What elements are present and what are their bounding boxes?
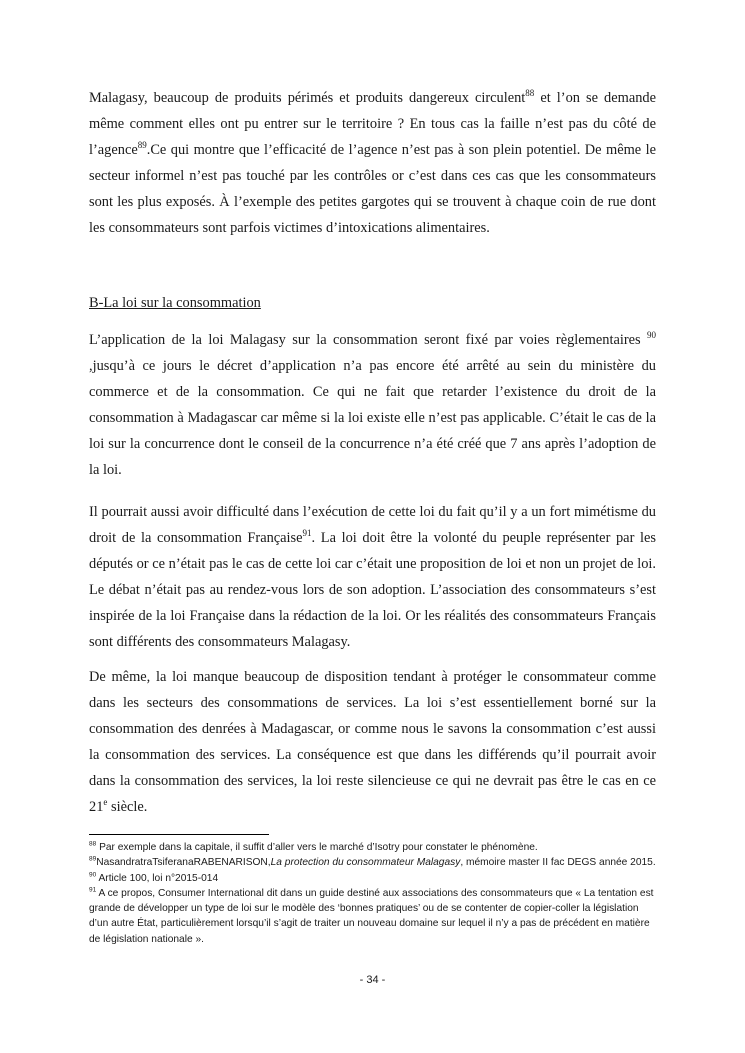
paragraph-services xyxy=(89,664,656,820)
text-run: ,jusqu’à ce jours le décret d’application n’a pas encore été arrêté au sein du ministère du commerce et de la consommation. Ce qui ne fait que retarder l’existence du droit de la consommation à Madagascar car même si la loi existe elle n’est pas applicable. C’était le cas de la loi sur la concurrence dont le conseil de la concurrence n’a été créé que 7 ans après l’adoption de la loi. xyxy=(89,358,656,478)
text-run: NasandratraTsiferanaRABENARISON, xyxy=(96,857,271,869)
footnote-separator xyxy=(89,834,269,835)
footnote-90 xyxy=(89,871,659,886)
text-run: Malagasy, beaucoup de produits périmés et produits dangereux circulent xyxy=(89,90,526,106)
text-run: et l’on se demande même comment elles ont pu entrer sur le territoire ? En tous cas la faille n’est pas du côté de l’agence xyxy=(89,90,656,158)
paragraph-mimetisme xyxy=(89,499,656,655)
page-number: - 34 - xyxy=(359,974,386,986)
text-run: Il pourrait aussi avoir difficulté dans l’exécution de cette loi du fait qu’il y a un fort mimétisme du droit de la consommation Française xyxy=(89,504,656,546)
footnotes xyxy=(89,840,659,947)
footnote-91 xyxy=(89,886,659,947)
footnote-reference: 91 xyxy=(302,528,312,539)
text-run: . La loi doit être la volonté du peuple représenter par les députés or ce n’était pas le cas de cette loi car c’était une proposition de loi et non un projet de loi. Le débat n’était pas au rendez-vous lors de son adoption. L’association des consommateurs s’est inspirée de la loi Française dans la rédaction de la loi. Or les réalités des consommateurs Français sont différents des consommateurs Malagasy. xyxy=(89,530,656,650)
footnote-reference: 90 xyxy=(647,330,656,341)
text-run: .Ce qui montre que l’efficacité de l’agence n’est pas à son plein potentiel. De même le secteur informel n’est pas touché par les contrôles or c’est dans ces cas que les consommateurs sont les plus exposés. À l’exemple des petites gargotes qui se trouvent à chaque coin de rue dont les consommateurs sont parfois victimes d’intoxications alimentaires. xyxy=(89,142,656,236)
footnote-reference: 91 xyxy=(89,886,97,894)
section-heading: B-La loi sur la consommation xyxy=(89,295,261,311)
text-run: siècle. xyxy=(107,799,148,815)
footnote-reference: 89 xyxy=(89,855,97,863)
text-run: La protection du consommateur Malagasy xyxy=(270,857,461,869)
text-run: Article 100, loi n°2015-014 xyxy=(96,872,219,884)
text-run: L’application de la loi Malagasy sur la consommation seront fixé par voies règlementaires xyxy=(89,332,647,348)
footnote-reference: e xyxy=(103,797,108,808)
footnote-reference: 88 xyxy=(89,840,97,848)
text-run: Par exemple dans la capitale, il suffit d’aller vers le marché d’Isotry pour constater le phénomène. xyxy=(96,842,538,853)
footnote-88 xyxy=(89,840,659,855)
text-run: De même, la loi manque beaucoup de disposition tendant à protéger le consommateur comme dans les secteurs des consommations de services. La loi s’est essentiellement borné sur la consommation des denrées à Madagascar, or comme nous le savons la consommation c’est aussi la consommation des services. La conséquence est que dans les différends qu’il pourrait avoir dans la consommation des services, la loi reste silencieuse ce qui ne devrait pas être le cas en ce 21 xyxy=(89,669,656,815)
footnote-reference: 88 xyxy=(525,88,535,99)
paragraph-application xyxy=(89,327,656,483)
footnote-reference: 89 xyxy=(137,140,147,151)
footnote-reference: 90 xyxy=(89,871,97,879)
text-run: , mémoire master II fac DEGS année 2015. xyxy=(460,857,656,869)
footnote-89 xyxy=(89,855,659,870)
paragraph-intro xyxy=(89,85,656,241)
text-run: A ce propos, Consumer International dit dans un guide destiné aux associations des consommateurs que « La tentation est grande de développer un type de loi sur le modèle des ‘bonnes pratiques’ ou de se contenter de copier-coller la législation d’un autre État, particulièrement lorsqu’il s’agit de traiter un nouveau domaine sur lequel il n’y a pas de précédent en matière de législation nationale ». xyxy=(89,887,654,945)
